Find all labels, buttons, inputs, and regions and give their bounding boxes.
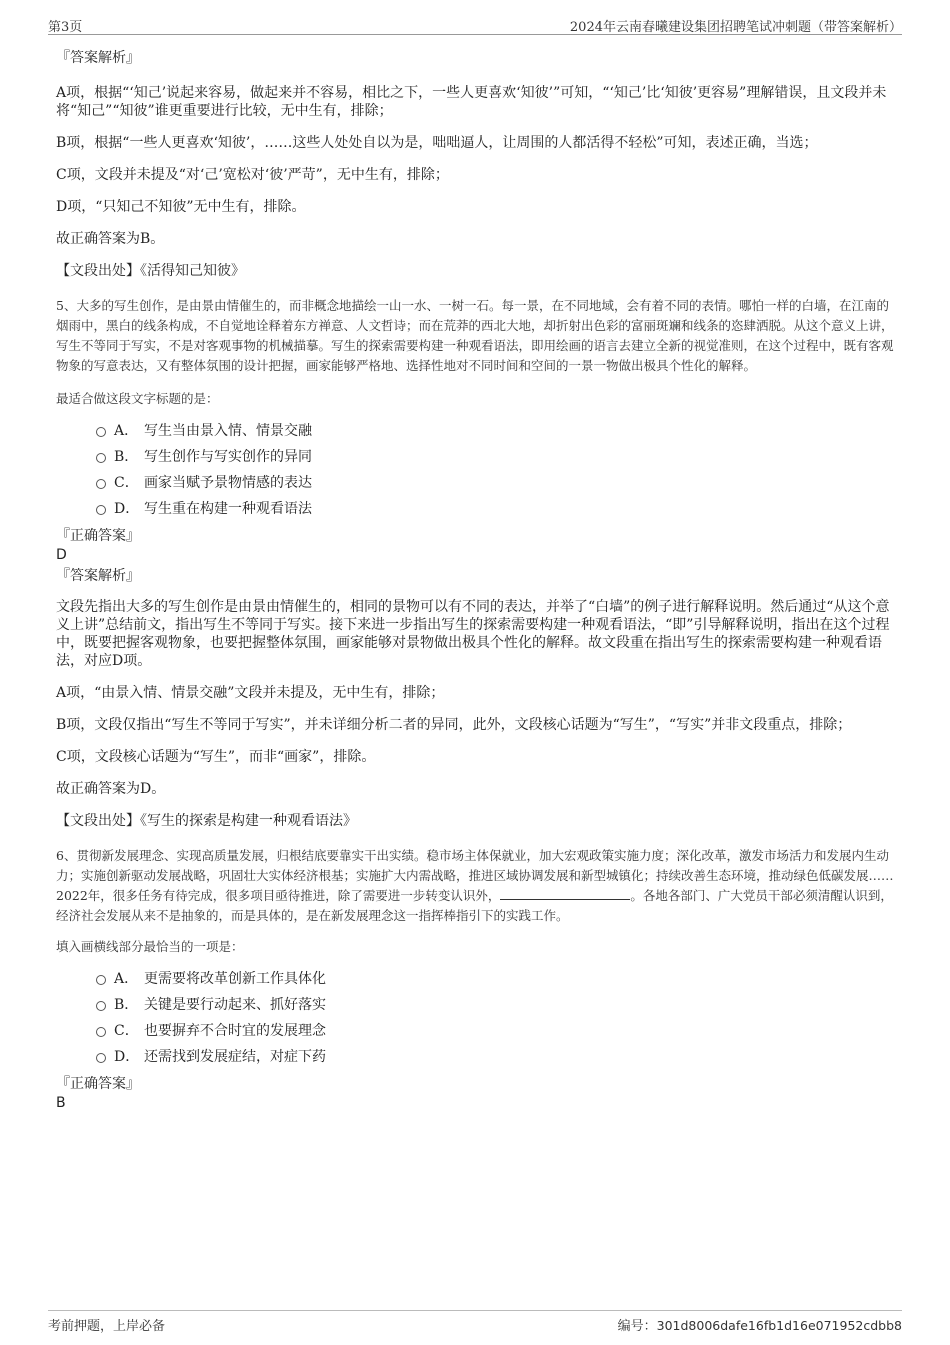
stem-before-blank: 6、贯彻新发展理念、实现高质量发展，归根结底要靠实干出实绩。稳市场主体保就业，加大宏观政策实施力度；深化改革，激发市场活力和发展内生动力；实施创新驱动发展战略，巩固壮大实体经济根基；实施扩大内需战略，推进区域协调发展和新型城镇化；持续改善生态环境，推动绿色低碳发展……2022年，很多任务有待完成，很多项目亟待推进，除了需要进一步转变认识外，	[56, 848, 894, 903]
option-a[interactable]	[56, 418, 896, 444]
option-letter: D．	[114, 501, 140, 517]
question-prompt: 最适合做这段文字标题的是：	[56, 391, 219, 406]
option-letter: B．	[114, 997, 139, 1013]
analysis-conclusion: 故正确答案为B。	[56, 231, 165, 247]
radio-button[interactable]	[96, 1001, 106, 1011]
question-prompt: 填入画横线部分最恰当的一项是：	[56, 939, 244, 954]
option-letter: C．	[114, 1023, 139, 1039]
option-text: 写生重在构建一种观看语法	[144, 501, 312, 517]
analysis-source: 【文段出处】《写生的探索是构建一种观看语法》	[56, 813, 357, 829]
correct-answer-label: 『正确答案』	[56, 528, 140, 544]
prev-question-analysis	[56, 48, 896, 280]
radio-button[interactable]	[96, 1027, 106, 1037]
option-d[interactable]	[56, 1044, 896, 1070]
radio-button[interactable]	[96, 427, 106, 437]
analysis-label: 『答案解析』	[56, 568, 140, 584]
analysis-option-c: C项，文段并未提及“对‘己’宽松对‘彼’严苛”，无中生有，排除；	[56, 167, 449, 183]
page-header	[48, 14, 902, 35]
radio-button[interactable]	[96, 505, 106, 515]
page-content	[56, 44, 896, 1112]
document-title: 2024年云南春曦建设集团招聘笔试冲刺题（带答案解析）	[569, 20, 902, 35]
option-text: 也要摒弃不合时宜的发展理念	[144, 1023, 326, 1039]
option-letter: C．	[114, 475, 139, 491]
document-code	[618, 1315, 902, 1334]
code-label: 编号：	[617, 1319, 657, 1334]
option-text: 关键是要行动起来、抓好落实	[144, 997, 326, 1013]
correct-answer-label: 『正确答案』	[56, 1076, 140, 1092]
option-b[interactable]	[56, 992, 896, 1018]
analysis-option-b: B项，根据“一些人更喜欢‘知彼’，……这些人处处自以为是，咄咄逼人，让周围的人都活得不轻松”可知，表述正确，当选；	[56, 135, 818, 151]
option-a[interactable]	[56, 966, 896, 992]
option-c[interactable]	[56, 470, 896, 496]
analysis-source: 【文段出处】《活得知己知彼》	[56, 263, 245, 279]
question-6	[56, 846, 896, 1112]
stem-after-blank: 。各地各部门、广大党员干部必须清醒认识到，经济社会发展从来不是抽象的，而是具体的，是在新发展理念这一指挥棒指引下的实践工作。	[56, 888, 893, 923]
page-number: 第3页	[48, 20, 83, 35]
question-stem	[56, 846, 896, 926]
correct-answer: D	[56, 547, 67, 563]
option-text: 画家当赋予景物情感的表达	[144, 475, 312, 491]
analysis-label: 『答案解析』	[56, 50, 140, 66]
question-5	[56, 296, 896, 830]
page-footer	[48, 1310, 902, 1333]
analysis-conclusion: 故正确答案为D。	[56, 781, 166, 797]
analysis-option-b: B项，文段仅指出“写生不等同于写实”，并未详细分析二者的异同，此外，文段核心话题为“写生”，“写实”并非文段重点，排除；	[56, 717, 852, 733]
question-stem: 5、大多的写生创作，是由景由情催生的，而非概念地描绘一山一水、一树一石。每一景，在不同地域，会有着不同的表情。哪怕一样的白墙，在江南的烟雨中，黑白的线条构成，不自觉地诠释着东方禅意、人文哲诗；而在荒莽的西北大地，却折射出色彩的富丽斑斓和线条的恣肆洒脱。从这个意义上讲，写生不等同于写实，不是对客观事物的机械描摹。写生的探索需要构建一种观看语法，即用绘画的语言去建立全新的视觉准则，在这个过程中，既有客观物象的写意表达，又有整体氛围的设计把握，画家能够严格地、选择性地对不同时间和空间的一景一物做出极具个性化的解释。	[56, 298, 894, 373]
option-text: 写生创作与写实创作的异同	[144, 449, 312, 465]
analysis-option-c: C项，文段核心话题为“写生”，而非“画家”，排除。	[56, 749, 376, 765]
option-c[interactable]	[56, 1018, 896, 1044]
option-letter: D．	[114, 1049, 140, 1065]
analysis-option-a: A项，根据“‘知己’说起来容易，做起来并不容易，相比之下，一些人更喜欢‘知彼’”可知，“‘知己’比‘知彼’更容易”理解错误，且文段并未将“知己”“知彼”谁更重要进行比较，无中生有，排除；	[56, 85, 887, 119]
analysis-body: 文段先指出大多的写生创作是由景由情催生的，相同的景物可以有不同的表达，并举了“白墙”的例子进行解释说明。然后通过“从这个意义上讲”总结前文，指出写生不等同于写实。接下来进一步指出写生的探索需要构建一种观看语法，“即”引导解释说明，指出在这个过程中，既要把握客观物象，也要把握整体氛围，画家能够对景物做出极具个性化的解释。故文段重在指出写生的探索需要构建一种观看语法，对应D项。	[56, 599, 890, 669]
option-letter: A．	[114, 423, 139, 439]
radio-button[interactable]	[96, 1053, 106, 1063]
radio-button[interactable]	[96, 975, 106, 985]
footer-slogan: 考前押题，上岸必备	[48, 1319, 166, 1334]
code-value: 301d8006dafe16fb1d16e071952cdbb8	[656, 1318, 902, 1333]
analysis-option-a: A项，“由景入情、情景交融”文段并未提及，无中生有，排除；	[56, 685, 445, 701]
option-letter: B．	[114, 449, 139, 465]
fill-in-blank	[500, 887, 630, 900]
option-text: 还需找到发展症结，对症下药	[144, 1049, 326, 1065]
option-list	[56, 966, 896, 1070]
option-text: 更需要将改革创新工作具体化	[144, 971, 326, 987]
analysis-option-d: D项，“只知己不知彼”无中生有，排除。	[56, 199, 306, 215]
radio-button[interactable]	[96, 479, 106, 489]
radio-button[interactable]	[96, 453, 106, 463]
option-letter: A．	[114, 971, 139, 987]
option-b[interactable]	[56, 444, 896, 470]
option-text: 写生当由景入情、情景交融	[144, 423, 312, 439]
option-list	[56, 418, 896, 522]
option-d[interactable]	[56, 496, 896, 522]
correct-answer: B	[56, 1095, 66, 1111]
